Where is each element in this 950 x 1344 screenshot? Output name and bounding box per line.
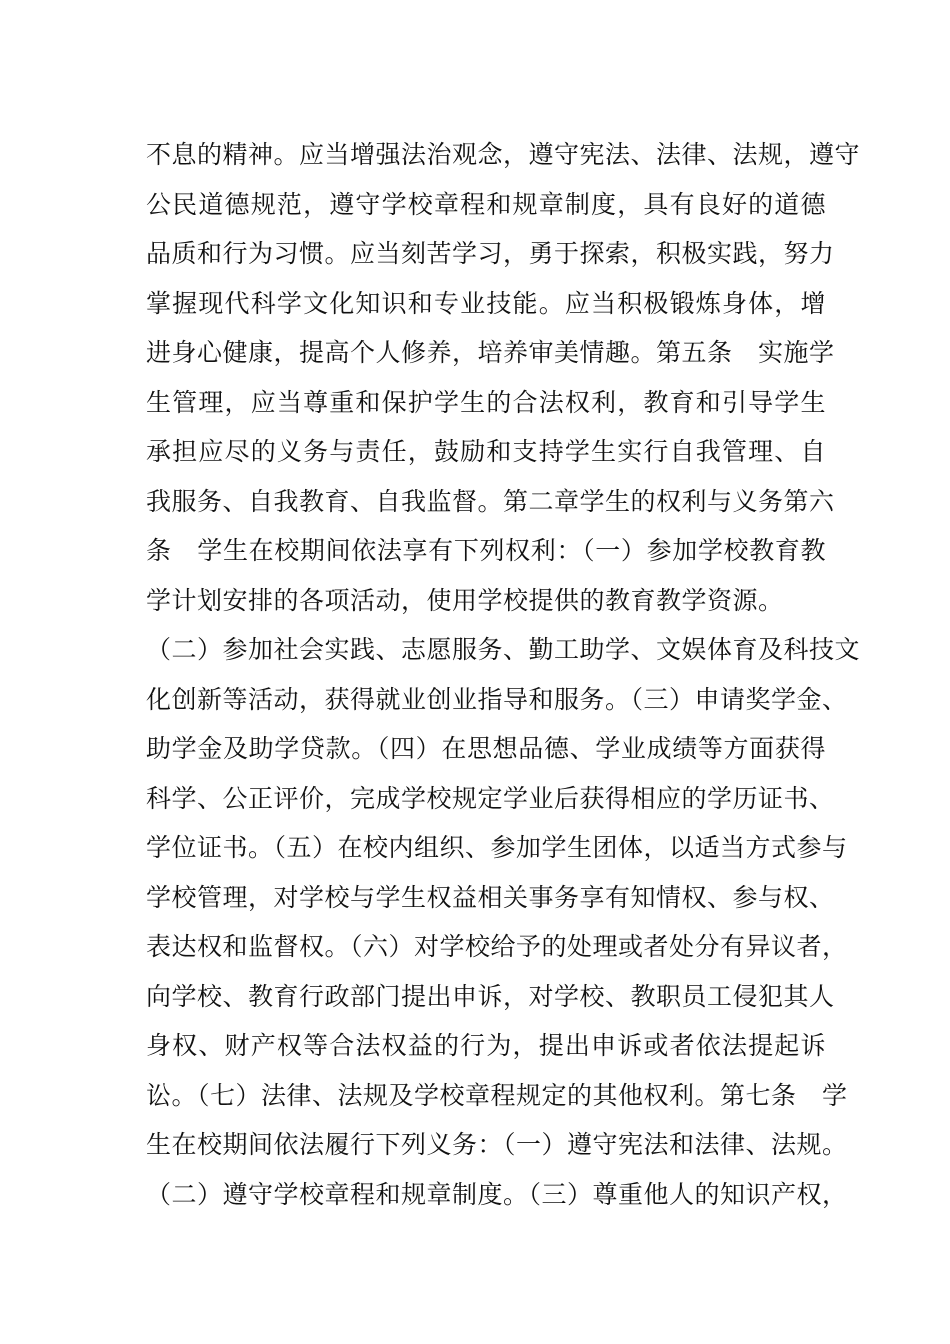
text-line: 品质和行为习惯。应当刻苦学习，勇于探索，积极实践，努力 xyxy=(146,239,835,268)
text-line: 进身心健康，提高个人修养，培养审美情趣。第五条 实施学 xyxy=(146,338,835,367)
text-line: 承担应尽的义务与责任，鼓励和支持学生实行自我管理、自 xyxy=(146,437,826,466)
text-line: （二）遵守学校章程和规章制度。（三）尊重他人的知识产权， xyxy=(146,1179,848,1209)
text-line: 表达权和监督权。（六）对学校给予的处理或者处分有异议者， xyxy=(146,932,848,961)
text-line: 生管理，应当尊重和保护学生的合法权利，教育和引导学生 xyxy=(146,387,826,417)
text-line: 讼。（七）法律、法规及学校章程规定的其他权利。第七条 学 xyxy=(146,1080,848,1110)
text-line: 公民道德规范，遵守学校章程和规章制度，具有良好的道德 xyxy=(146,189,826,219)
text-line: 科学、公正评价，完成学校规定学业后获得相应的学历证书、 xyxy=(146,783,835,813)
document-body xyxy=(146,130,861,1219)
text-line: 学位证书。（五）在校内组织、参加学生团体，以适当方式参与 xyxy=(146,833,848,862)
text-line: （二）参加社会实践、志愿服务、勤工助学、文娱体育及科技文 xyxy=(146,635,861,664)
text-line: 化创新等活动，获得就业创业指导和服务。（三）申请奖学金、 xyxy=(146,684,848,714)
text-line: 掌握现代科学文化知识和专业技能。应当积极锻炼身体，增 xyxy=(146,288,826,318)
text-line: 向学校、教育行政部门提出申诉，对学校、教职员工侵犯其人 xyxy=(146,981,835,1011)
text-line: 学计划安排的各项活动，使用学校提供的教育教学资源。 xyxy=(146,585,784,615)
text-line: 我服务、自我教育、自我监督。第二章学生的权利与义务第六 xyxy=(146,486,835,516)
text-line: 助学金及助学贷款。（四）在思想品德、学业成绩等方面获得 xyxy=(146,734,826,763)
text-line: 条 学生在校期间依法享有下列权利：（一）参加学校教育教 xyxy=(146,536,826,565)
text-line: 不息的精神。应当增强法治观念，遵守宪法、法律、法规，遵守 xyxy=(146,140,861,169)
text-line: 身权、财产权等合法权益的行为，提出申诉或者依法提起诉 xyxy=(146,1031,826,1060)
text-line: 学校管理，对学校与学生权益相关事务享有知情权、参与权、 xyxy=(146,882,835,912)
text-line: 生在校期间依法履行下列义务：（一）遵守宪法和法律、法规。 xyxy=(146,1130,848,1159)
